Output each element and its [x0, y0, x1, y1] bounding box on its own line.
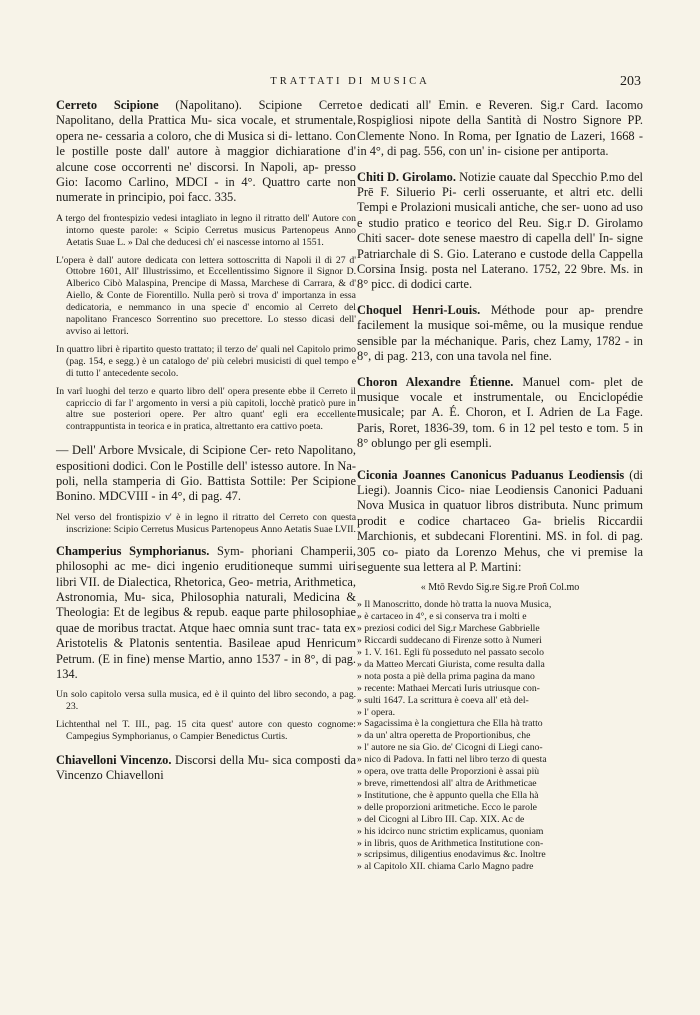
entry-ciconia: [357, 468, 643, 576]
letter-line: » sulti 1647. La scrittura è coeva all' età del-: [357, 694, 529, 706]
entry-line: Florentini. MS. in fol. di pag. 305 co-: [357, 529, 643, 559]
letter-line: » nico di Padova. In fatti nel libro terzo di questa: [357, 754, 547, 766]
letter-line: » recente: Mathaei Mercati Iuris utriusque con-: [357, 682, 540, 694]
entry-line: cerli osseruante, et altri etc. delli Tempi: [357, 185, 643, 215]
entry-line: del Reu. Sig.r D. Girolamo Chiti sacer-: [357, 215, 643, 246]
entry-line: Basileae apud Henricum Petrum. (E in: [56, 636, 356, 666]
entry-line: poli, nella stamperia di Gio. Battista: [56, 474, 246, 489]
entry-line: Cerreto Napolitano, della Prattica Mu-: [56, 98, 356, 128]
entry-line: Santità di Nostro Signore PP. Clemente: [357, 113, 643, 143]
entry-line: ou Enciclopédie musicale; par A. É.: [357, 389, 643, 420]
note: In quattro libri è ripartito questo trattato; il terzo de' quali nel Capitolo primo (pag. 154, e segg.) è un catalogo de' più celebri musicisti di quel tempo e di tutto l' antecedente secolo.: [56, 343, 356, 379]
letter-line: » nota posta a piè della prima pagina da mano: [357, 670, 535, 682]
entry-line: occorrenti ne' discorsi. In Napoli, ap-: [121, 159, 319, 174]
entry-line: in 8° picc. di dodici carte.: [357, 262, 643, 292]
entry-line: Notizie cauate dal: [455, 169, 549, 184]
entry-line: dote senese maestro di capella dell' In-: [418, 231, 614, 246]
entry-line: piato da Lorenzo Mehus, che vi premise: [405, 544, 628, 559]
entry-line: cessaria a coloro, che di Musica si di-: [105, 128, 293, 143]
letter-line: » è cartaceo in 4°, e si conserva tra i molti e: [357, 611, 527, 623]
entry-line: brielis Riccardii Marchionis, et subdecani: [357, 513, 643, 544]
entry-line: posta nel Laterano. 1752, 22 9bre. Ms.: [431, 262, 630, 277]
entry-champerius: [56, 544, 356, 683]
entry-line: metria, Arithmetica, Astronomia, Mu-: [56, 574, 356, 604]
letter-line: » in libris, quos de Arithmetica Institutione con-: [357, 837, 544, 849]
letter-salutation: « Mtō Revdo Sig.re Sig.re Proñ Col.mo: [420, 582, 580, 594]
letter-line: » l' opera.: [357, 706, 396, 718]
entry-line: poi facc. 335.: [168, 190, 237, 205]
entry-line: le Postille dell' istesso autore. In Na-: [173, 458, 356, 473]
letter-line: » da Matteo Mercati Giurista, come resulta dalla: [357, 658, 545, 670]
entry-line: sica vocale, et strumentale, opera ne-: [56, 113, 356, 143]
entry-line: libri VII. de Dialectica, Rhetorica, Geo-: [56, 574, 254, 589]
entry-line: Nono. In Roma, per Ignatio de Lazeri,: [408, 128, 606, 143]
letter-line: » scripsimus, diligentius enodavimus &c. Inoltre: [357, 849, 546, 861]
note: L'opera è dall' autore dedicata con lettera sottoscritta di Napoli il dì 27 d' Ottobre 1601, All' Illustrissimo, et Eccellentissimo Signore il Signor D. Alberico Cibò Malaspina, Prencipe di Massa, Marchese di Carrara, & d' Aiello, & Conte de Fiorentillo. Nulla però si trova d' importanza in essa dedicatoria, e nemmanco in una specie d' encomio al Cerreto del napolitano Francesco Sorrentino suo precettore. Lo stesso dicasi dell' avviso ai lettori.: [56, 254, 356, 337]
letter-line: » Il Manoscritto, donde hò tratta la nuova Musica,: [357, 599, 552, 611]
entry-line: — Dell' Arbore Mvsicale, di Scipione Cer-: [56, 443, 272, 458]
entry-line: fine.: [529, 349, 552, 364]
entry-line: prendre facilement la musique soi-même,: [357, 302, 643, 333]
entry-line: Discorsi della Mu-: [171, 752, 269, 767]
note: Nel verso del frontispizio v' è in legno il ritratto del Cerreto con questa inscrizione: Scipio Cerretus Musicus Partenopeus Anno Aetatis Suae LVII.: [56, 511, 356, 535]
note: Un solo capitolo versa sulla musica, ed è il quinto del libro secondo, a pag. 23.: [56, 689, 356, 713]
entry-head: Champerius Symphorianus.: [56, 543, 210, 558]
entry-line: lettano. Con le postille poste dall' autore: [56, 128, 356, 159]
entry-line: sica composti da Vincenzo Chiavelloni: [56, 752, 356, 783]
entry-line: in 4°, di pag. 47.: [158, 489, 241, 504]
letter-line: » his idcirco nunc strictim explicamus, quoniam: [357, 825, 544, 837]
letter-line: » Institutione, che è appunto quella che Ella hà: [357, 789, 539, 801]
entry-line: uono ad uso e studio pratico e teorico: [357, 200, 644, 230]
entry-line: parte philosophiae quae de moribus: [56, 605, 356, 635]
entry-line: Theologia: Et de legibus & repub. eaque: [56, 605, 261, 620]
entry-cerreto: [56, 98, 356, 206]
entry-line: phoriani Champerii, philosophi ac me-: [56, 543, 356, 574]
page-header: [0, 74, 700, 94]
letter-line: » preziosi codici del Sig.r Marchese Gabbrielle: [357, 623, 540, 635]
left-column: [56, 98, 356, 791]
entry-line: di pag. 134.: [56, 651, 356, 681]
entry-line: Sym-: [209, 543, 244, 558]
entry-line: Manuel com-: [513, 374, 595, 389]
letter-line: » opera, ove tratta delle Proporzioni è assai più: [357, 766, 540, 778]
entry-chiavelloni-cont: [357, 98, 643, 160]
letter-line: » del Cicogni al Libro III. Cap. XIX. Ac de: [357, 813, 525, 825]
entry-line: reto Napolitano, espositioni dodici. Con: [56, 443, 357, 473]
entry-line: e tom. 5 in 8° oblungo per gli esempli.: [357, 420, 643, 451]
entry-head: Ciconia Joannes Canonicus Paduanus: [357, 467, 564, 482]
entry-choquel: [357, 303, 643, 365]
entry-line: Choron, et I. Adrien de La Fage. Paris,: [357, 405, 643, 435]
right-column: [357, 98, 643, 873]
letter-line: » delle proporzioni aritmetiche. Ecco le parole: [357, 801, 537, 813]
entry-line: in 8°, di pag. 213, con una tavola nel: [357, 333, 643, 364]
letter-line: » da un' altra operetta de Proportionibus, che: [357, 730, 531, 742]
note: A tergo del frontespizio vedesi intagliato in legno il ritratto dell' Autore con intorno queste parole: « Scipio Cerretus musicus Partenopeus Anno Aetatis Suae L. » Dal che deducesi ch' ei nascesse intorno al 1551.: [56, 212, 356, 248]
entry-line: Quattro carte non numerate in principio,: [56, 175, 356, 205]
entry-line: niae Leodiensis Canonici Paduani Nova: [357, 482, 643, 513]
entry-line: ou la musique rendue sensible par la: [357, 318, 643, 348]
letter-line: » l' autore ne sia Gio. de' Cicogni di Liegi cano-: [357, 742, 543, 754]
entry-line: Roret, 1836-39, tom. 6 in 12 pel testo: [389, 420, 583, 435]
letter-text: [357, 599, 643, 873]
entry-line: Specchio P.mo del Prē F. Siluerio Pi-: [357, 169, 643, 200]
note: Lichtenthal nel T. III., pag. 15 cita quest' autore con questo cognome: Campegius Symphorianus, o Campier Benedictus Curtis.: [56, 719, 356, 743]
entry-line: fine) mense Martio, anno 1537 - in 8°,: [126, 651, 319, 666]
entry-head: Choquel Henri-Louis.: [357, 302, 481, 317]
entry-chiavelloni: [56, 753, 356, 784]
note: In varî luoghi del terzo e quarto libro dell' opera presente ebbe il Cerreto il capriccio di far l' argomento in versi a più capitoli, locchè praticò pure in altre sue posteriori opere. Per altro quant' egli era eccellente contrappuntista in teorica e in pratica, altrettanto era cattivo poeta.: [56, 385, 356, 433]
running-title: TRATTATI DI MUSICA: [270, 76, 430, 87]
letter-line: » 1. V. 161. Egli fù posseduto nel passato secolo: [357, 647, 544, 658]
entry-head: Chiavelloni Vincenzo.: [56, 752, 172, 767]
entry-line: e dedicati all' Emin. e Reveren. Sig.r: [357, 98, 564, 112]
entry-line: tractat. Atque haec omnia sunt trac-: [141, 620, 320, 635]
letter-line: » Riccardi suddecano di Firenze sotto à Numeri: [357, 635, 542, 647]
entry-line: presso Gio: Iacomo Carlino, MDCI - in 4°.: [56, 159, 356, 190]
entry-line: plet de musique vocale et instrumentale,: [357, 374, 643, 404]
entry-line: sica, Philosophia naturali, Medicina &: [151, 589, 356, 604]
entry-arbore: [56, 443, 356, 505]
letter-line: » breve, rimettendosi all' altra de Arithmeticae: [357, 777, 537, 789]
entry-line: méchanique. Paris, chez Lamy, 1782 -: [434, 333, 630, 348]
letter-line: » Sagacissima è la congiettura che Ella hà tratto: [357, 718, 543, 730]
entry-line: Méthode pour ap-: [480, 302, 595, 317]
entry-head: Chiti D. Girolamo.: [357, 169, 456, 184]
entry-line: la seguente sua lettera al P. Martini:: [357, 544, 643, 574]
entry-line: Card. Iacomo Rospigliosi nipote della: [357, 98, 643, 128]
entry-chiti: [357, 170, 643, 293]
entry-head: Choron Alexandre Étienne.: [357, 374, 514, 389]
entry-line: Musica in quatuor libros distributa. Nunc: [388, 498, 600, 513]
entry-head-cont: Leodiensis: [568, 467, 625, 482]
entry-line: 1668 - in 4°, di pag. 556, con un' in-: [357, 128, 643, 159]
entry-line: signe Patriarchale di S. Gio. Laterano: [357, 231, 643, 261]
entry-line: (di Liegi). Joannis Cico-: [357, 467, 643, 497]
entry-line: à maggior dichiaratione d' alcune cose: [56, 144, 356, 174]
entry-line: (Napolitano). Scipione: [158, 98, 303, 112]
entry-line: dici ingenio eruditioneque summi uiri: [156, 559, 357, 574]
entry-line: primum prodit e codice chartaceo Ga-: [357, 498, 643, 528]
entry-line: tata ex Aristotelis & Platonis sententia.: [56, 620, 356, 651]
page-number: 203: [620, 74, 641, 89]
entry-choron: [357, 375, 643, 452]
entry-head: Cerreto Scipione: [56, 98, 159, 112]
entry-line: e Prolazioni musicali antiche, che ser-: [391, 200, 580, 215]
entry-line: e custode della Cappella Corsina Insig.: [357, 246, 643, 277]
entry-line: cisione per antiporta.: [504, 144, 609, 159]
entry-line: Sottile: Per Scipione Bonino. MDCVIII -: [56, 474, 356, 504]
letter-line: » al Capitolo XII. chiama Carlo Magno padre: [357, 861, 534, 873]
